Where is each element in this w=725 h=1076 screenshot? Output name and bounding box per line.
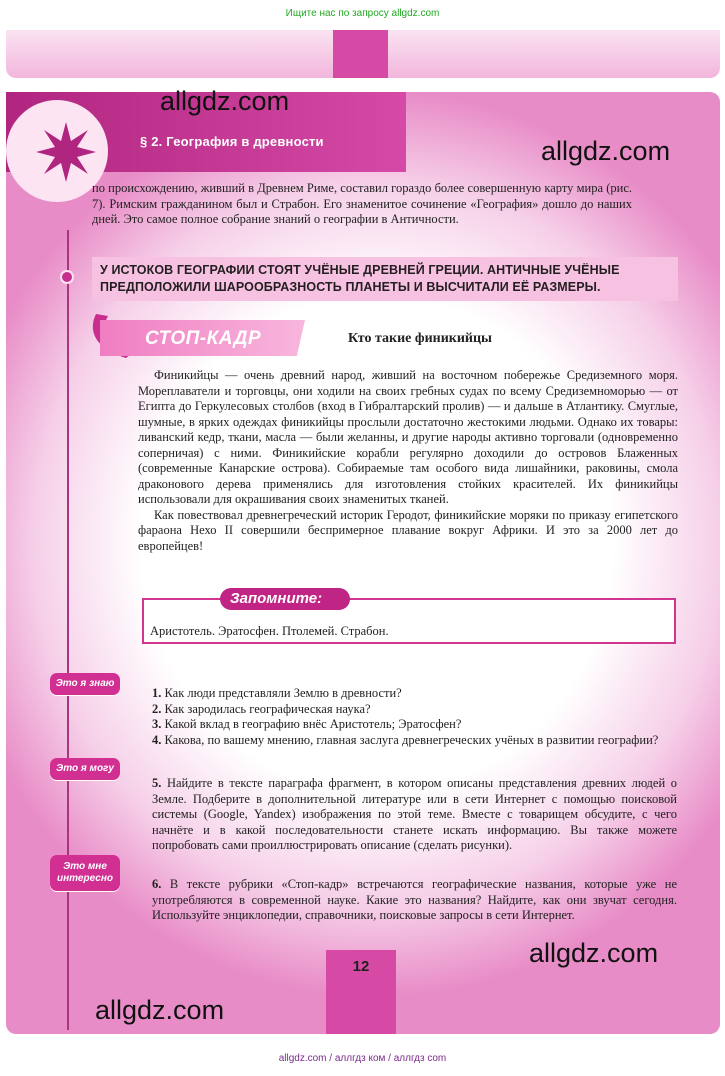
question-item: 2. Как зародилась географическая наука? [152,701,371,716]
question-item: 3. Какой вклад в географию внёс Аристотель; Эратосфен? [152,717,462,731]
watermark: allgdz.com [95,995,225,1025]
remember-text: Аристотель. Эратосфен. Птолемей. Страбон. [150,624,389,638]
remember-label: Запомните: [230,590,323,607]
watermark: allgdz.com [160,86,290,116]
questions-can [152,776,677,854]
watermark: allgdz.com [541,136,671,166]
stop-frame-paragraph: Как повествовал древнегреческий историк Геродот, финикийские моряки по приказу египетского фараона Нехо II совершили беспримерное плавание вокруг Африки. И это за 2000 лет до европейцев! [138,507,678,553]
footer-links[interactable]: allgdz.com / аллгдз ком / аллгдз com [278,1053,447,1064]
intro-paragraph: по происхождению, живший в Древнем Риме, составил гораздо более совершенную карту мира (рис. 7). Римским гражданином был и Страбон. Его знаменитое сочинение «География» дошло до наших дней. Это самое полное собрание знаний о географии в Античности. [92,181,632,226]
page-number: 12 [352,958,370,975]
top-note: Ищите нас по запросу allgdz.com [285,8,440,19]
timeline-dot [60,270,74,284]
stop-frame-heading: Кто такие финикийцы [348,331,492,346]
stop-frame-text [138,368,678,554]
watermark: allgdz.com [529,938,659,968]
stop-frame-paragraph: Финикийцы — очень древний народ, живший на восточном побережье Средиземного моря. Мореплаватели и торговцы, они ходили на своих гребных судах по всему Средиземноморью — от Египта до Геркулесовых столбов (вход в Гибралтарский пролив) — и дальше в Атлантику. Смуглые, шумные, в ярких одеждах финикийцы прослыли достаточно жестокими людьми. Однако их товары: ливанский кедр, ткани, масла — были желанны, и другие народы активно торговали (одновременно соперничая) с ними. Финикийские корабли регулярно доходили до островов Блаженных (современные Канарские острова). Собираемые там особого вида лишайники, раковины, смола драконового дерева применялись для изготовления стойких красителей. Их финикийцы использовали для окрашивания своих знаменитых тканей. [138,368,678,506]
timeline-line [67,230,69,1030]
question-item: 4. Какова, по вашему мнению, главная заслуга древнегреческих учёных в развитии географии? [152,732,659,747]
question-item: 5. Найдите в тексте параграфа фрагмент, в котором описаны представления древних людей о Земле. Подберите в дополнительной литературе или в сети Интернет с помощью поисковой системы (Google, Yandex) изображения по этой теме. Вместе с товарищем обсудите, с чего начнёте и в какой последовательности станете искать информацию. Вы также можете попробовать сами проиллюстрировать описание (сделать рисунки). [152,776,678,852]
questions-know [152,686,677,748]
star-icon [36,122,96,182]
tag-can: Это я могу [50,758,120,780]
tag-interesting-line: Это мне [63,861,107,872]
tag-know: Это я знаю [50,673,120,695]
tag-interesting [50,855,120,891]
questions-interesting [152,877,677,924]
section-title: § 2. География в древности [140,134,324,149]
question-item: 1. Как люди представляли Землю в древности? [152,686,402,700]
previous-page-tab [333,30,388,78]
highlight-text: У ИСТОКОВ ГЕОГРАФИИ СТОЯТ УЧЁНЫЕ ДРЕВНЕЙ ГРЕЦИИ. АНТИЧНЫЕ УЧЁНЫЕ ПРЕДПОЛОЖИЛИ ШАРООБРАЗНОСТЬ ПЛАНЕТЫ И ВЫСЧИТАЛИ ЕЁ РАЗМЕРЫ. [100,263,620,294]
stop-frame-label: СТОП-КАДР [145,328,262,349]
question-item: 6. В тексте рубрики «Стоп-кадр» встречаются географические названия, которые уже не употребляются в современной науке. Какие это названия? Найдите, как они звучат сегодня. Используйте энциклопедии, справочники, поисковые запросы в сети Интернет. [152,877,678,922]
tag-interesting-line: интересно [57,873,113,884]
